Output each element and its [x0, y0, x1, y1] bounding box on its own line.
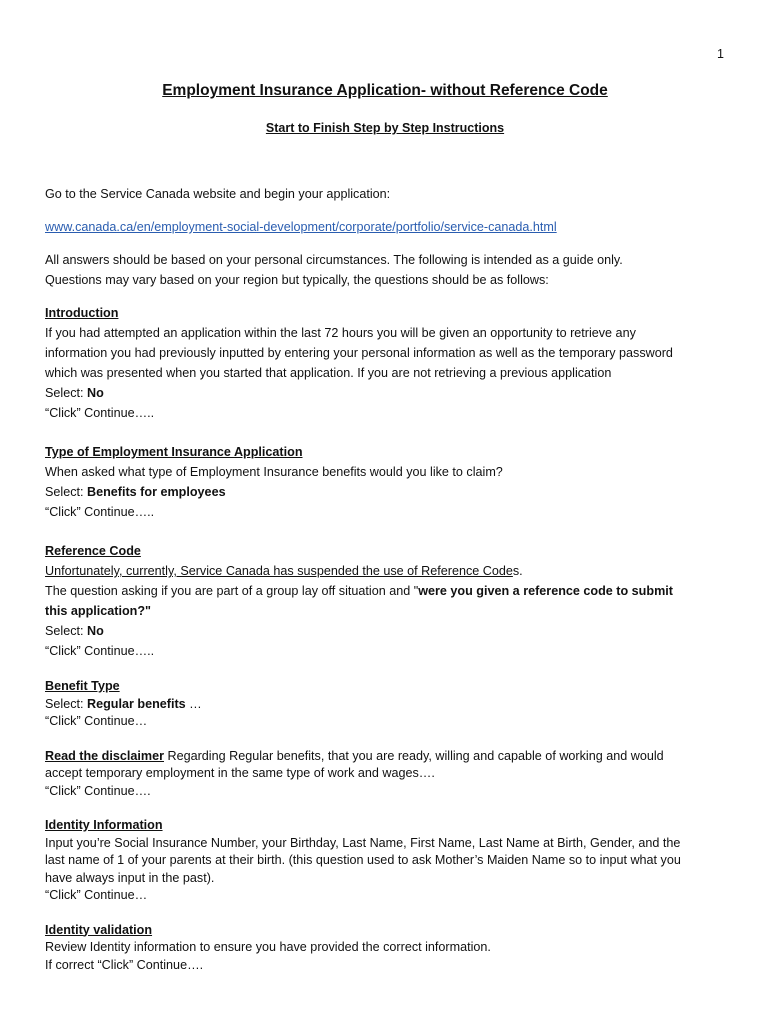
identity-information-continue: “Click” Continue…: [45, 888, 148, 902]
introduction-section: [45, 303, 730, 423]
document-subtitle: Start to Finish Step by Step Instructions: [265, 121, 505, 135]
type-of-ei-continue: “Click” Continue…..: [45, 505, 155, 519]
disclaimer-text: Regarding Regular benefits, that you are ready, willing and capable of working and would: [164, 748, 664, 763]
benefit-type-heading: Benefit Type: [45, 679, 120, 693]
select-label: Select:: [45, 624, 87, 638]
benefit-type-section: [45, 678, 730, 731]
introduction-line-1: If you had attempted an application within the last 72 hours you will be given an opportunity to retrieve any: [45, 326, 636, 340]
disclaimer-line-2: accept temporary employment in the same type of work and wages….: [45, 766, 435, 780]
identity-validation-line-1: Review Identity information to ensure you have provided the correct information.: [45, 940, 491, 954]
disclaimer-section: [45, 748, 730, 801]
benefit-type-select: [45, 696, 730, 714]
disclaimer-heading: Read the disclaimer: [45, 748, 164, 763]
reference-code-heading: Reference Code: [45, 544, 141, 558]
suspended-tail: s.: [512, 564, 523, 578]
type-of-ei-section: [45, 442, 730, 522]
document-body: [45, 184, 730, 974]
identity-information-section: [45, 817, 730, 905]
select-label: Select:: [45, 485, 87, 499]
identity-validation-heading: Identity validation: [45, 922, 153, 937]
disclaimer-line-1: [45, 748, 730, 766]
page-number: 1: [717, 47, 724, 61]
select-tail: …: [185, 696, 202, 711]
question-bold-cont: this application?": [45, 604, 152, 618]
service-canada-link[interactable]: www.canada.ca/en/employment-social-development/corporate/portfolio/service-canada.html: [45, 220, 557, 234]
select-value: Benefits for employees: [87, 485, 226, 499]
introduction-select: [45, 383, 730, 403]
question-prefix: The question asking if you are part of a group lay off situation and ": [45, 584, 419, 598]
identity-validation-section: [45, 922, 730, 975]
benefit-type-continue: “Click” Continue…: [45, 714, 148, 728]
intro-section: [45, 184, 730, 290]
type-of-ei-select: [45, 482, 730, 502]
select-label: Select:: [45, 386, 87, 400]
reference-code-question-cont: [45, 601, 730, 621]
identity-information-line-3: have always input in the past).: [45, 870, 215, 885]
introduction-line-2: information you had previously inputted by entering your personal information as well as the temporary password: [45, 346, 673, 360]
reference-code-continue: “Click” Continue…..: [45, 644, 155, 658]
type-of-ei-question: When asked what type of Employment Insurance benefits would you like to claim?: [45, 465, 503, 479]
document-title: Employment Insurance Application- without Reference Code: [162, 82, 608, 99]
introduction-continue: “Click” Continue…..: [45, 406, 155, 420]
reference-code-suspended: [45, 561, 730, 581]
introduction-heading: Introduction: [45, 306, 119, 320]
guide-text-line-1: All answers should be based on your personal circumstances. The following is intended as a guide only.: [45, 253, 623, 267]
select-value: No: [87, 624, 104, 638]
type-of-ei-heading: Type of Employment Insurance Application: [45, 445, 303, 459]
guide-text-line-2: Questions may vary based on your region but typically, the questions should be as follows:: [45, 273, 549, 287]
identity-information-heading: Identity Information: [45, 818, 163, 832]
question-bold: were you given a reference code to submit: [418, 584, 673, 598]
introduction-line-3: which was presented when you started that application. If you are not retrieving a previous application: [45, 366, 612, 380]
suspended-text: Unfortunately, currently, Service Canada has suspended the use of Reference Code: [45, 564, 513, 578]
select-value: No: [87, 386, 104, 400]
identity-validation-continue: If correct “Click” Continue….: [45, 957, 204, 972]
go-to-text: Go to the Service Canada website and begin your application:: [45, 187, 391, 201]
reference-code-section: [45, 541, 730, 661]
reference-code-question: [45, 581, 730, 601]
identity-information-line-1: Input you’re Social Insurance Number, your Birthday, Last Name, First Name, Last Name at Birth, Gender, and the: [45, 835, 681, 850]
identity-information-line-2: last name of 1 of your parents at their birth. (this question used to ask Mother’s Maiden Name so to input what you: [45, 853, 681, 867]
disclaimer-continue: “Click” Continue….: [45, 783, 151, 798]
reference-code-select: [45, 621, 730, 641]
select-label: Select:: [45, 696, 87, 711]
select-value: Regular benefits: [87, 696, 186, 711]
